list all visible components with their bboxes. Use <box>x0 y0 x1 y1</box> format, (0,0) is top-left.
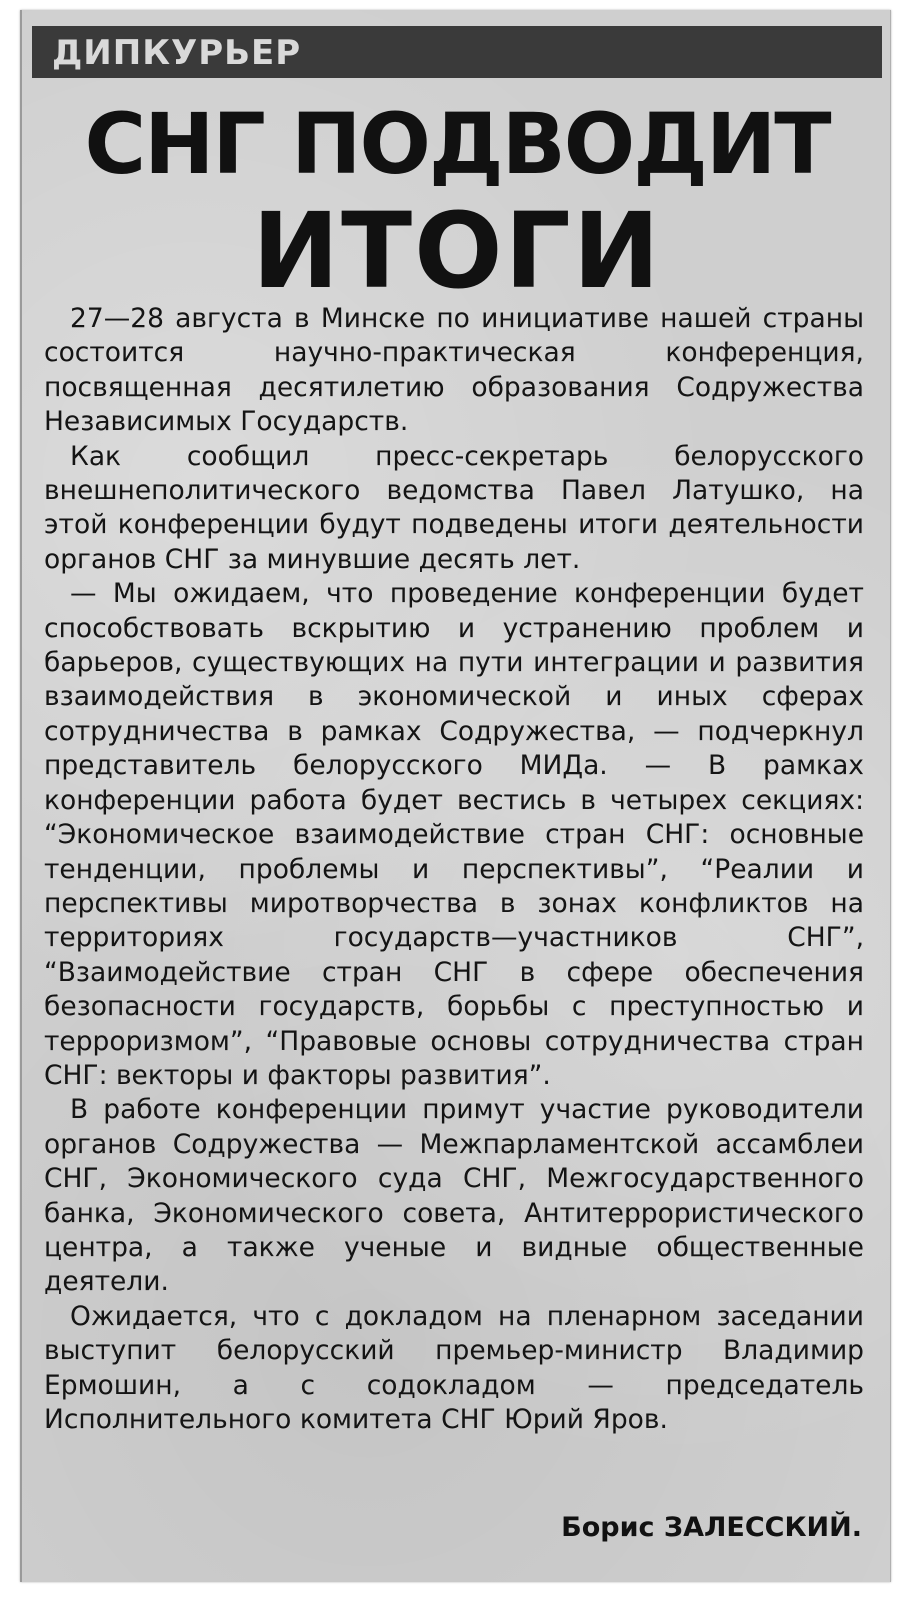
paragraph-1: 27—28 августа в Минске по инициативе нашей страны состоится научно-практическая конференция, посвященная десятилетию образования Содружества Независимых Государств. <box>44 303 864 438</box>
rubric-band <box>32 26 882 78</box>
newspaper-clipping <box>20 10 891 1582</box>
paragraph-2: Как сообщил пресс-секретарь белорусского внешнеполитического ведомства Павел Латушко, на этой конференции будут подведены итоги деятельности органов СНГ за минувшие десять лет. <box>44 440 864 575</box>
headline-line-2: ИТОГИ <box>252 190 662 312</box>
paragraph-4: В работе конференции примут участие руководители органов Содружества — Межпарламентской ассамблеи СНГ, Экономического суда СНГ, Межгосударственного банка, Экономического совета, Антитеррористического центра, а также ученые и видные общественные деятели. <box>44 1094 864 1298</box>
rubric-label: ДИПКУРЬЕР <box>52 33 302 73</box>
headline <box>32 92 882 312</box>
paragraph-3: — Мы ожидаем, что проведение конференции будет способствовать вскрытию и устранению проблем и барьеров, существующих на пути интеграции и развития взаимодействия в экономической и иных сферах сотрудничества в рамках Содружества, — подчеркнул представитель белорусского МИДа. — В рамках конференции работа будет вестись в четырех секциях: “Экономическое взаимодействие стран СНГ: основные тенденции, проблемы и перспективы”, “Реалии и перспективы миротворчества в зонах конфликтов на территориях государств—участников СНГ”, “Взаимодействие стран СНГ в сфере обеспечения безопасности государств, борьбы с преступностью и терроризмом”, “Правовые основы сотрудничества стран СНГ: векторы и факторы развития”. <box>44 578 864 1091</box>
paragraph-5: Ожидается, что с докладом на пленарном заседании выступит белорусский премьер-министр Владимир Ермошин, а с содокладом — председатель Исполнительного комитета СНГ Юрий Яров. <box>44 1300 864 1435</box>
author-byline: Борис ЗАЛЕССКИЙ. <box>561 1512 862 1543</box>
article-body <box>44 302 864 1437</box>
headline-line-1: СНГ ПОДВОДИТ <box>84 95 830 193</box>
